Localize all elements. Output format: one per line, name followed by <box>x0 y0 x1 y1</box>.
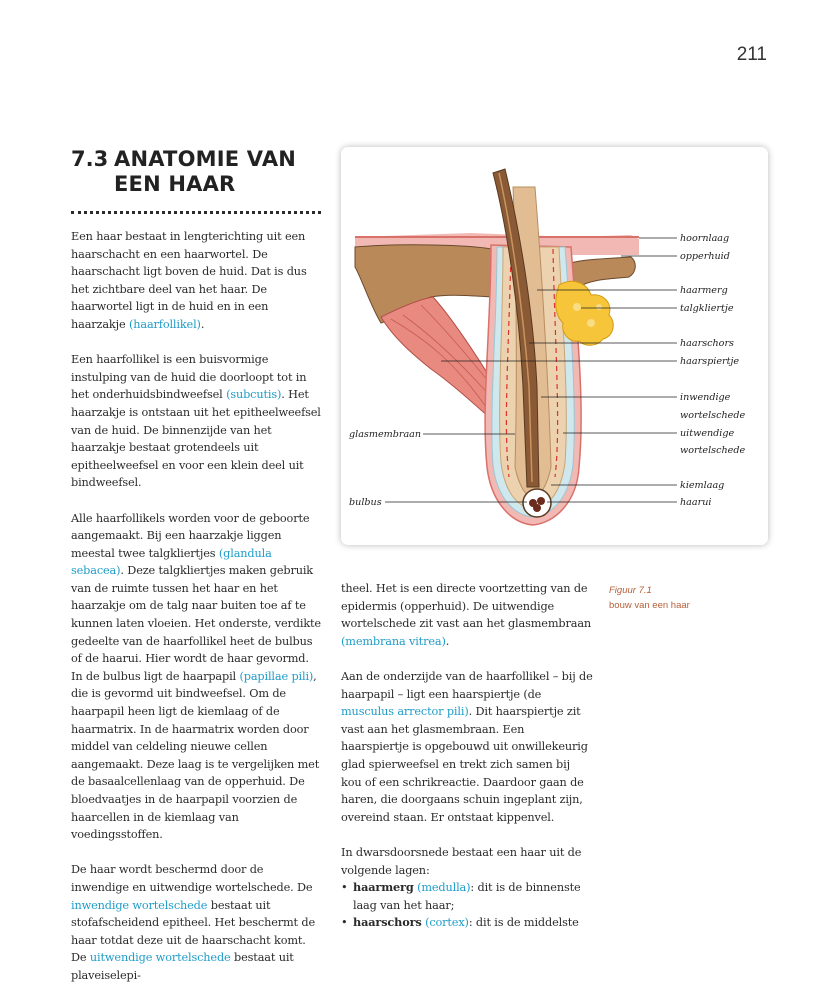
hair-anatomy-figure <box>341 147 768 545</box>
paragraph: In dwarsdoorsnede bestaat een haar uit de volgende lagen: <box>341 845 582 877</box>
term-inwendige-wortelschede: inwendige wortelschede <box>71 898 208 912</box>
label-haarmerg: haarmerg <box>680 285 728 296</box>
paragraph: Een haarfollikel is een buisvormige instulping van de huid die doorloopt tot in het onderhuidsbindweefsel (subcutis). Het haarzakje is ontstaan uit het epitheelweefsel van de huid. De binnenzijde van het haarzakje bestaat grotendeels uit epitheelweefsel en voor een klein deel uit bindweefsel. <box>71 353 321 490</box>
text-column-2 <box>341 580 593 932</box>
term-papillae-pili: (papillae pili) <box>239 669 314 683</box>
caption-text: bouw van een haar <box>609 600 690 611</box>
term-subcutis: (subcutis) <box>226 388 282 402</box>
section-number: 7.3 <box>71 147 109 171</box>
papilla-cell <box>533 504 541 512</box>
label-opperhuid: opperhuid <box>680 251 730 262</box>
term-medulla: (medulla) <box>417 881 471 895</box>
papilla-cell <box>537 497 545 505</box>
label-wortelschede: wortelschede <box>680 410 746 421</box>
term-glandula-sebacea: (glandula sebacea) <box>71 546 272 578</box>
label-bulbus: bulbus <box>349 497 382 508</box>
text-column-1 <box>71 228 323 1002</box>
paragraph: Alle haarfollikels worden voor de geboorte aangemaakt. Bij een haarzakje liggen meestal twee talgkliertjes (glandula sebacea). Deze talgkliertjes maken gebruik van de ruimte tussen het haar en het haarzakje om de talg naar buiten toe af te kunnen laten vloeien. Het onderste, verdikte gedeelte van de haarfollikel heet de bulbus of de haarui. Hier wordt de haar gevormd. In de bulbus ligt de haarpapil (papillae pili), die is gevormd uit bindweefsel. Om de haarpapil heen ligt de kiemlaag of de haarmatrix. In de haarmatrix worden door middel van celdeling nieuwe cellen aangemaakt. Deze laag is te vergelijken met de basaalcellenlaag van de opperhuid. De bloedvaatjes in de haarpapil voorzien de haarcellen in de kiemlaag van voedingsstoffen. <box>71 511 321 842</box>
term-haarfollikel: (haarfollikel) <box>128 317 201 331</box>
label-hoornlaag: hoornlaag <box>680 233 730 244</box>
label-haarschors: haarschors <box>680 338 734 349</box>
heading-divider <box>71 211 321 214</box>
term-musculus-arrector-pili: musculus arrector pili) <box>341 705 469 719</box>
label-talgkliertje: talgkliertje <box>680 303 734 314</box>
gland-cell <box>596 304 602 310</box>
paragraph: theel. Het is een directe voortzetting van de epidermis (opperhuid). De uitwendige wortelschede zit vast aan het glasmembraan (membrana vitrea). <box>341 582 592 648</box>
page-number: 211 <box>736 44 767 65</box>
figure-caption <box>609 583 690 613</box>
label-glasmembraan: glasmembraan <box>349 429 422 440</box>
layer-list <box>341 879 593 932</box>
arrector-muscle <box>381 297 499 419</box>
gland-cell <box>573 303 581 311</box>
list-item: • haarmerg (medulla): dit is de binnenste laag van het haar; <box>341 879 593 914</box>
list-item: • haarschors (cortex): dit is de middelste <box>341 914 593 932</box>
label-haarui: haarui <box>680 497 712 508</box>
gland-cell <box>587 319 595 327</box>
hair-diagram <box>341 147 768 545</box>
label-uitwendige: uitwendige <box>680 428 735 439</box>
caption-number: Figuur 7.1 <box>609 585 652 596</box>
paragraph: Aan de onderzijde van de haarfollikel – bij de haarpapil – ligt een haarspiertje (de musculus arrector pili). Dit haarspiertje zit vast aan het glasmembraan. Een haarspiertje is opgebouwd uit onwillekeurig glad spierweefsel en trekt zich samen bij kou of een schrikreactie. Daardoor gaan de haren, die doorgaans schuin ingeplant zijn, overeind staan. Er ontstaat kippenvel. <box>341 669 593 824</box>
label-haarspiertje: haarspiertje <box>680 356 740 367</box>
section-heading <box>71 147 321 197</box>
term-cortex: (cortex) <box>425 916 469 930</box>
label-wortelschede: wortelschede <box>680 445 746 456</box>
label-inwendige: inwendige <box>680 392 731 403</box>
section-title: ANATOMIE VAN EEN HAAR <box>114 147 297 196</box>
paragraph: De haar wordt beschermd door de inwendige en uitwendige wortelschede. De inwendige wortelschede bestaat uit stofafscheidend epitheel. Het beschermt de haar totdat deze uit de haarschacht komt. De uitwendige wortelschede bestaat uit plaveiselepi- <box>71 863 315 982</box>
paragraph: Een haar bestaat in lengterichting uit een haarschacht en een haarwortel. De haarschacht ligt boven de huid. Dat is dus het zichtbare deel van het haar. De haarwortel ligt in de huid en in een haarzakje (haarfollikel). <box>71 230 307 331</box>
term-uitwendige-wortelschede: uitwendige wortelschede <box>89 951 231 965</box>
label-kiemlaag: kiemlaag <box>680 480 725 491</box>
term-membrana-vitrea: (membrana vitrea) <box>341 634 446 648</box>
